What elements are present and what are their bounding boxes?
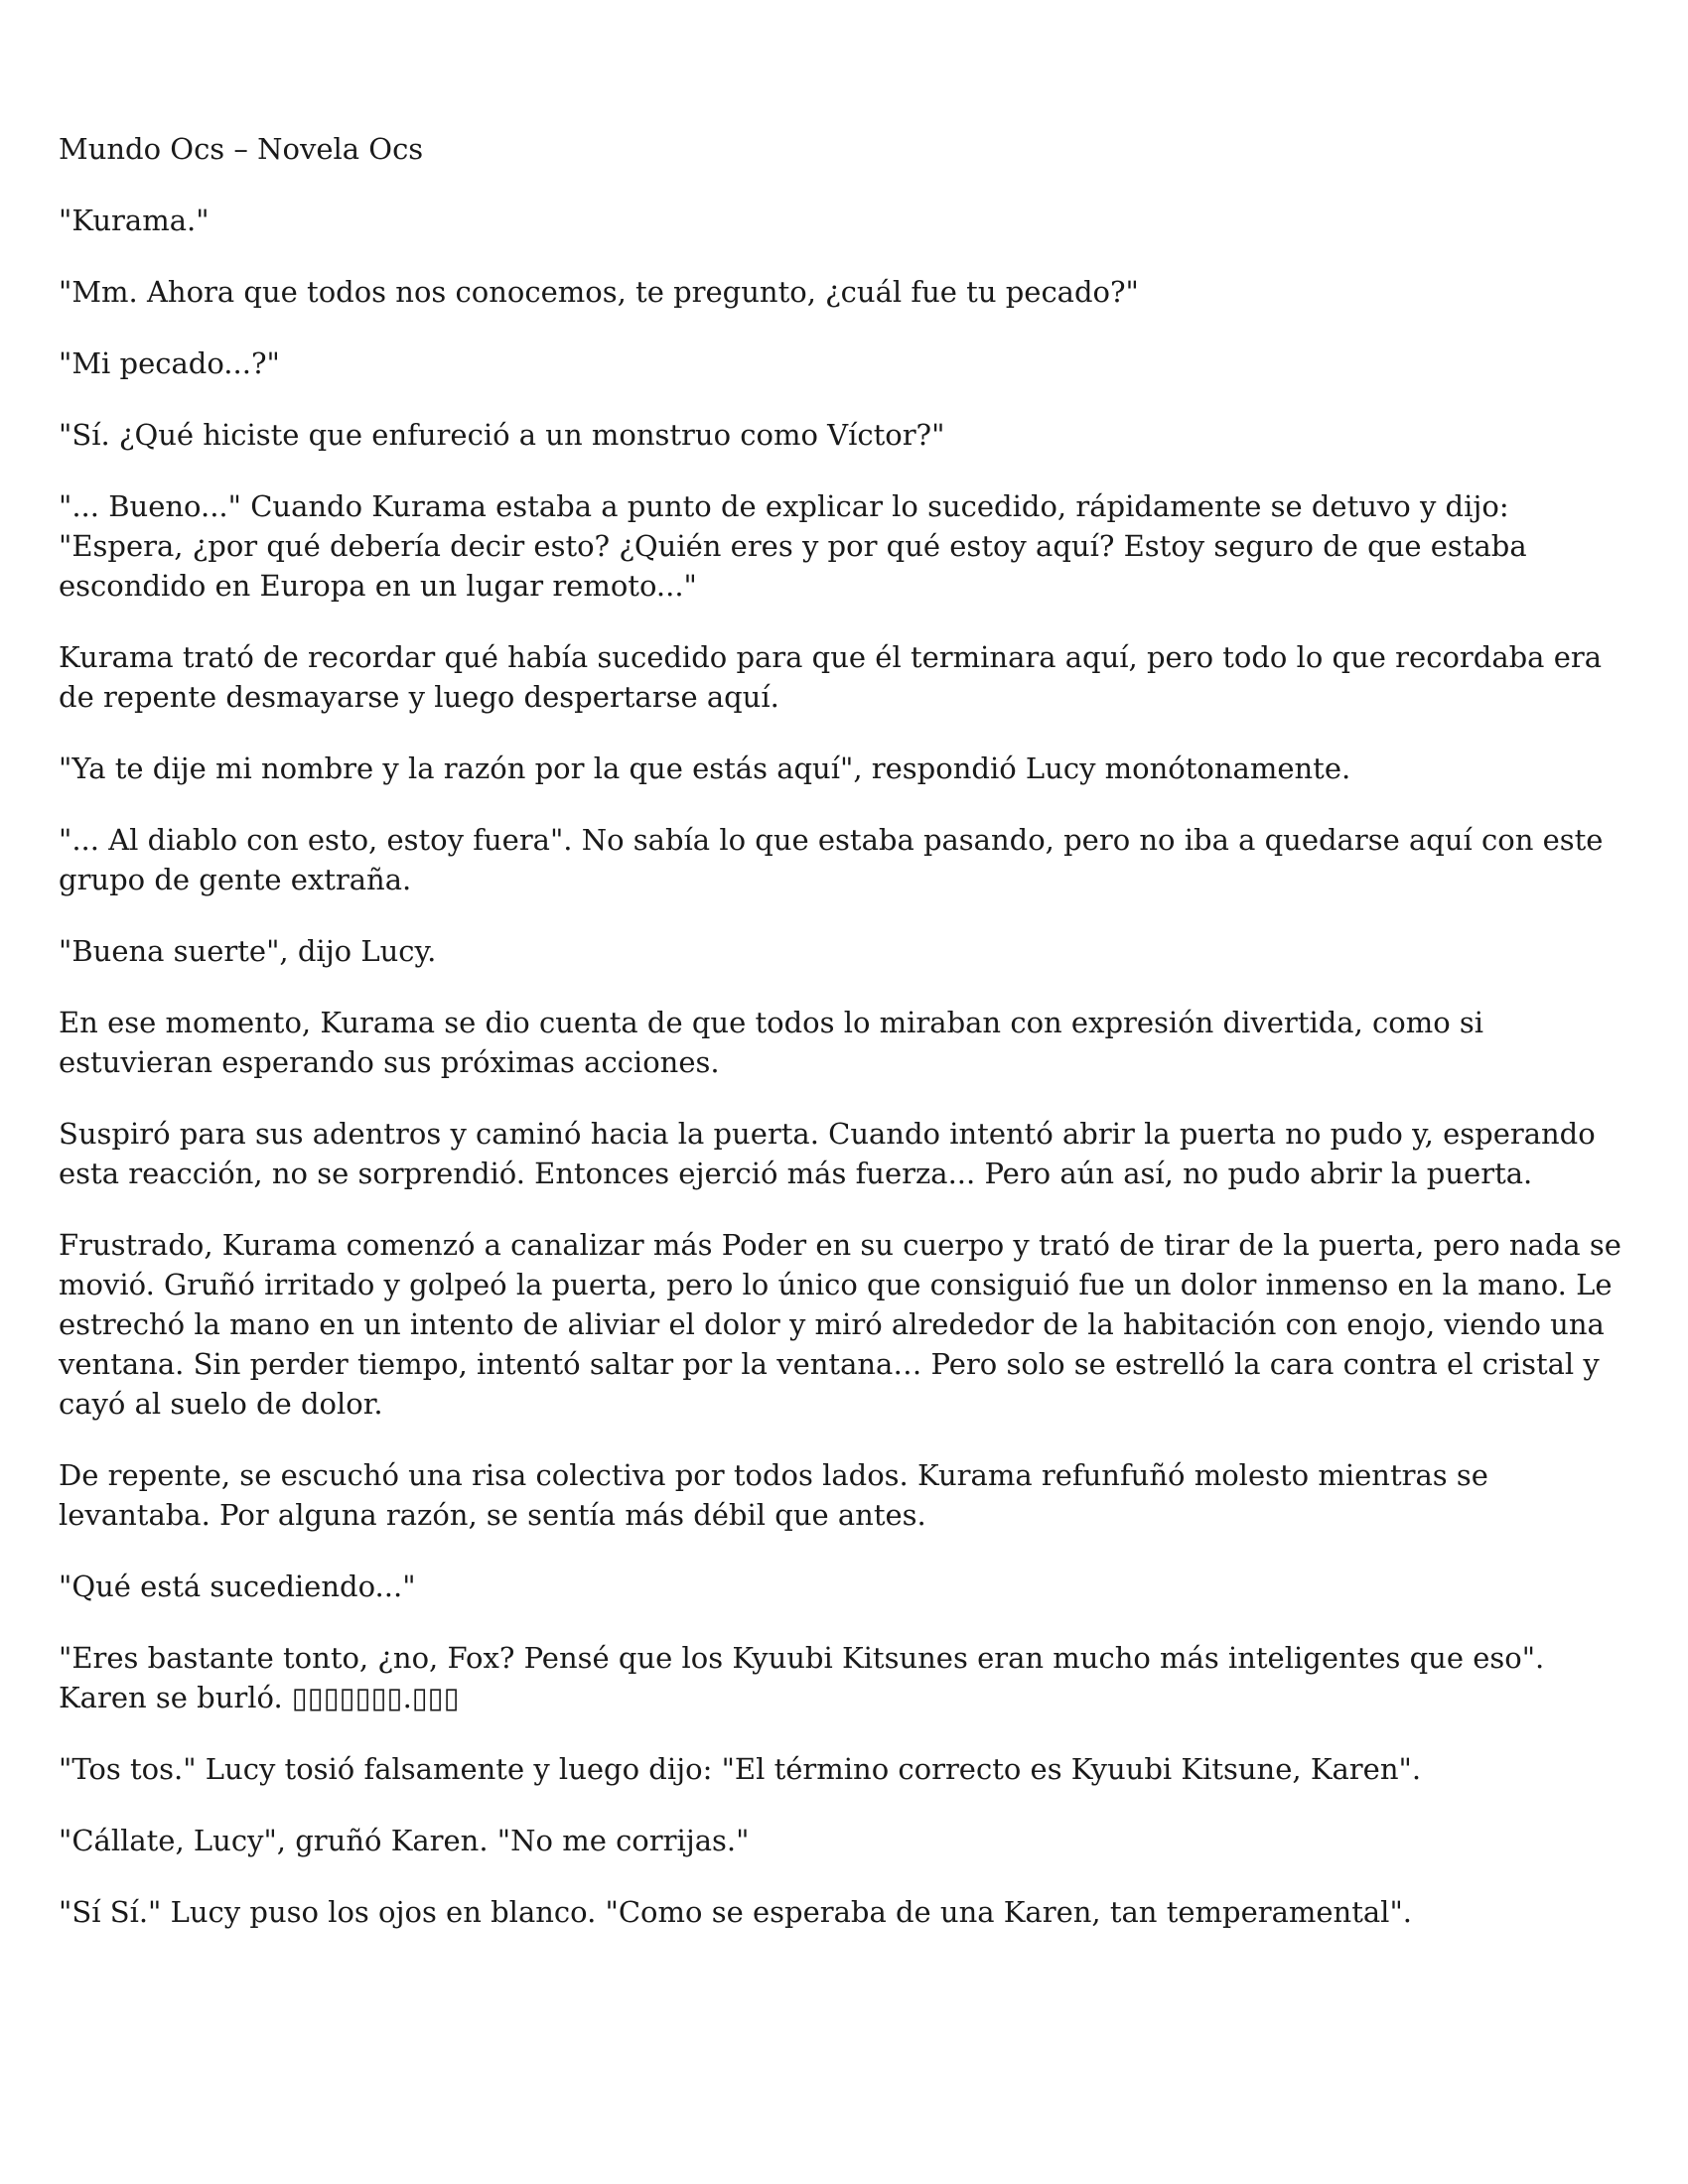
paragraph-7: "Ya te dije mi nombre y la razón por la que estás aquí", respondió Lucy monótonamente. [59,751,1351,785]
paragraph-14: "Qué está sucediendo..." [59,1570,416,1603]
running-header: Mundo Ocs – Novela Ocs [59,132,424,166]
paragraph-13: De repente, se escuchó una risa colectiva por todos lados. Kurama refunfuñó molesto mientras se levantaba. Por alguna razón, se sentía más débil que antes. [59,1458,1488,1532]
paragraph-6: Kurama trató de recordar qué había sucedido para que él terminara aquí, pero todo lo que recordaba era de repente desmayarse y luego despertarse aquí. [59,640,1603,714]
page-content [59,129,1637,1964]
paragraph-18: "Sí Sí." Lucy puso los ojos en blanco. "Como se esperaba de una Karen, tan temperamental". [59,1895,1412,1929]
paragraph-1: "Kurama." [59,204,210,237]
paragraph-2: "Mm. Ahora que todos nos conocemos, te pregunto, ¿cuál fue tu pecado?" [59,275,1139,309]
paragraph-17: "Cállate, Lucy", gruñó Karen. "No me corrijas." [59,1824,750,1857]
paragraph-5: "... Bueno..." Cuando Kurama estaba a punto de explicar lo sucedido, rápidamente se detuvo y dijo: "Espera, ¿por qué debería decir esto? ¿Quién eres y por qué estoy aquí? Estoy seguro de que estaba escondido en Europa en un lugar remoto..." [59,489,1527,603]
paragraph-4: "Sí. ¿Qué hiciste que enfureció a un monstruo como Víctor?" [59,418,945,452]
paragraph-10: En ese momento, Kurama se dio cuenta de que todos lo miraban con expresión divertida, como si estuvieran esperando sus próximas acciones. [59,1006,1484,1079]
paragraph-3: "Mi pecado...?" [59,346,280,380]
paragraph-15: "Eres bastante tonto, ¿no, Fox? Pensé que los Kyuubi Kitsunes eran mucho más inteligentes que eso". Karen se burló. ▯▯▯▯▯▯▯.▯▯▯ [59,1641,1545,1714]
paragraph-12: Frustrado, Kurama comenzó a canalizar más Poder en su cuerpo y trató de tirar de la puerta, pero nada se movió. Gruñó irritado y golpeó la puerta, pero lo único que consiguió fue un dolor inmenso en la mano. Le estrechó la mano en un intento de aliviar el dolor y miró alrededor de la habitación con enojo, viendo una ventana. Sin perder tiempo, intentó saltar por la ventana… Pero solo se estrelló la cara contra el cristal y cayó al suelo de dolor. [59,1228,1621,1421]
paragraph-8: "... Al diablo con esto, estoy fuera". No sabía lo que estaba pasando, pero no iba a quedarse aquí con este grupo de gente extraña. [59,823,1604,896]
paragraph-11: Suspiró para sus adentros y caminó hacia la puerta. Cuando intentó abrir la puerta no pudo y, esperando esta reacción, no se sorprendió. Entonces ejerció más fuerza... Pero aún así, no pudo abrir la puerta. [59,1117,1596,1190]
paragraph-16: "Tos tos." Lucy tosió falsamente y luego dijo: "El término correcto es Kyuubi Kitsune, Karen". [59,1752,1422,1786]
paragraph-9: "Buena suerte", dijo Lucy. [59,934,437,968]
